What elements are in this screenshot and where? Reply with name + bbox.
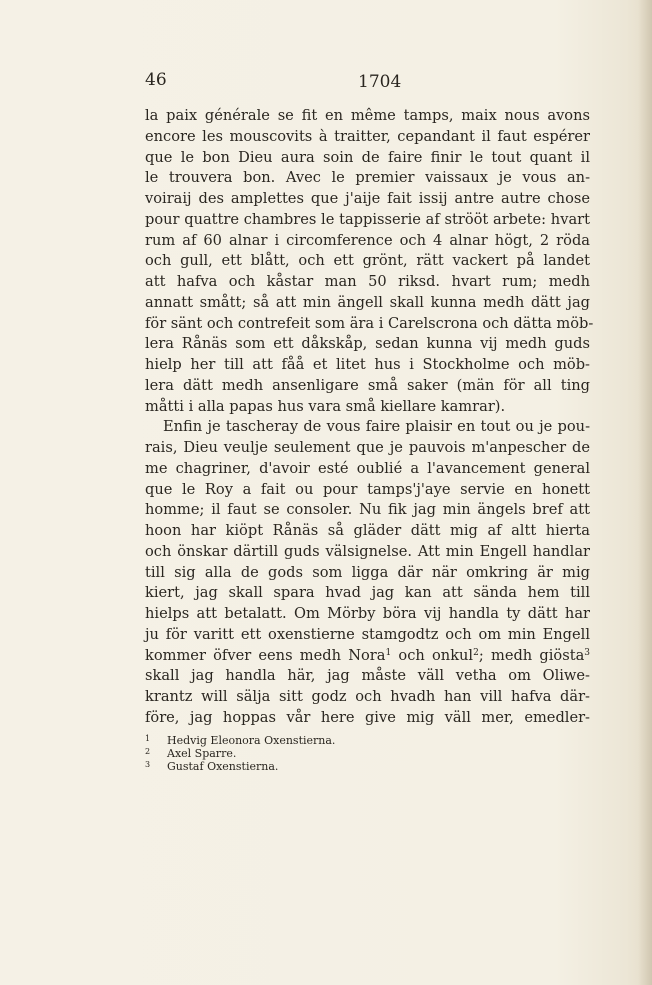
text-line: lera Rånäs som ett dåkskåp, sedan kunna vij medh guds [145, 335, 590, 353]
text-line-with-footnote-marks [145, 646, 590, 667]
footnote-text: Axel Sparre. [167, 747, 237, 760]
page-number: 46 [145, 70, 167, 90]
text-line: rais, Dieu veulje seulement que je pauvois m'anpescher de [145, 439, 590, 456]
page-header [145, 70, 590, 94]
running-head-year: 1704 [358, 72, 402, 92]
footnote-ref-1: 1 [385, 647, 392, 658]
text-line: la paix générale se fit en même tamps, maix nous avons [145, 107, 590, 124]
text-line: hoon har kiöpt Rånäs så gläder dätt mig af altt hierta [145, 522, 590, 539]
text-line: lera dätt medh ansenligare små saker (män för all ting [145, 376, 590, 394]
text-line: måtti i alla papas hus vara små kiellare kamrar). [145, 397, 506, 415]
text-segment: kommer öfver eens medh Nora [145, 646, 386, 664]
page-edge-shadow [638, 0, 652, 985]
text-line: och önskar därtill guds välsignelse. Att min Engell handlar [145, 542, 590, 560]
text-line: hielps att betalatt. Om Mörby böra vij handla ty dätt har [145, 605, 590, 622]
text-line: hielp her till att fåå et litet hus i Stockholme och möb- [145, 356, 590, 373]
footnote-item: 2 Axel Sparre. [145, 747, 237, 760]
text-line: rum af 60 alnar i circomference och 4 alnar högt, 2 röda [145, 231, 590, 249]
text-line: krantz will sälja sitt godz och hvadh han vill hafva där- [145, 688, 590, 705]
text-line: att hafva och kåstar man 50 riksd. hvart rum; medh [145, 273, 590, 290]
text-line: och gull, ett blått, och ett grönt, rätt vackert på landet [145, 252, 590, 270]
text-line: till sig alla de gods som ligga där när omkring är mig [145, 563, 590, 581]
text-segment: ; medh giösta [478, 646, 585, 664]
text-line: ju för varitt ett oxenstierne stamgodtz och om min Engell [145, 625, 590, 643]
letter-body [145, 106, 594, 729]
footnote-text: Hedvig Eleonora Oxenstierna. [167, 734, 336, 747]
text-line: encore les mouscovits à traitter, cepandant il faut espérer [145, 127, 590, 145]
text-line: voiraij des amplettes que j'aije fait issij antre autre chose [145, 190, 590, 207]
text-line: pour quattre chambres le tappisserie af strööt arbete: hvart [145, 210, 590, 228]
text-line: le trouvera bon. Avec le premier vaissaux je vous an- [145, 169, 590, 187]
text-line: me chagriner, d'avoir esté oublié a l'avancement general [145, 459, 590, 477]
text-line: annatt smått; så att min ängell skall kunna medh dätt jag [145, 293, 590, 311]
text-line: que le bon Dieu aura soin de faire finir le tout quant il [145, 148, 590, 166]
text-line: que le Roy a fait ou pour tamps'j'aye servie en honett [145, 480, 590, 498]
footnotes [145, 734, 590, 773]
text-line: skall jag handla här, jag måste väll vetha om Oliwe- [145, 667, 590, 685]
text-line: homme; il faut se consoler. Nu fik jag min ängels bref att [145, 501, 590, 519]
footnote-text: Gustaf Oxenstierna. [167, 760, 279, 773]
footnote-item: 3 Gustaf Oxenstierna. [145, 760, 279, 773]
text-line: kiert, jag skall spara hvad jag kan att sända hem till [145, 584, 590, 602]
text-segment: och onkul [391, 646, 474, 664]
text-line: Enfin je tascheray de vous faire plaisir en tout ou je pou- [163, 418, 590, 436]
footnote-ref-2: 2 [473, 647, 479, 658]
footnote-item: 1 Hedvig Eleonora Oxenstierna. [145, 734, 336, 747]
text-line: före, jag hoppas vår here give mig väll mer, emedler- [145, 708, 590, 726]
text-line: för sänt och contrefeit som ära i Carelscrona och dätta möb- [145, 314, 594, 332]
footnote-ref-3: 3 [584, 647, 591, 658]
